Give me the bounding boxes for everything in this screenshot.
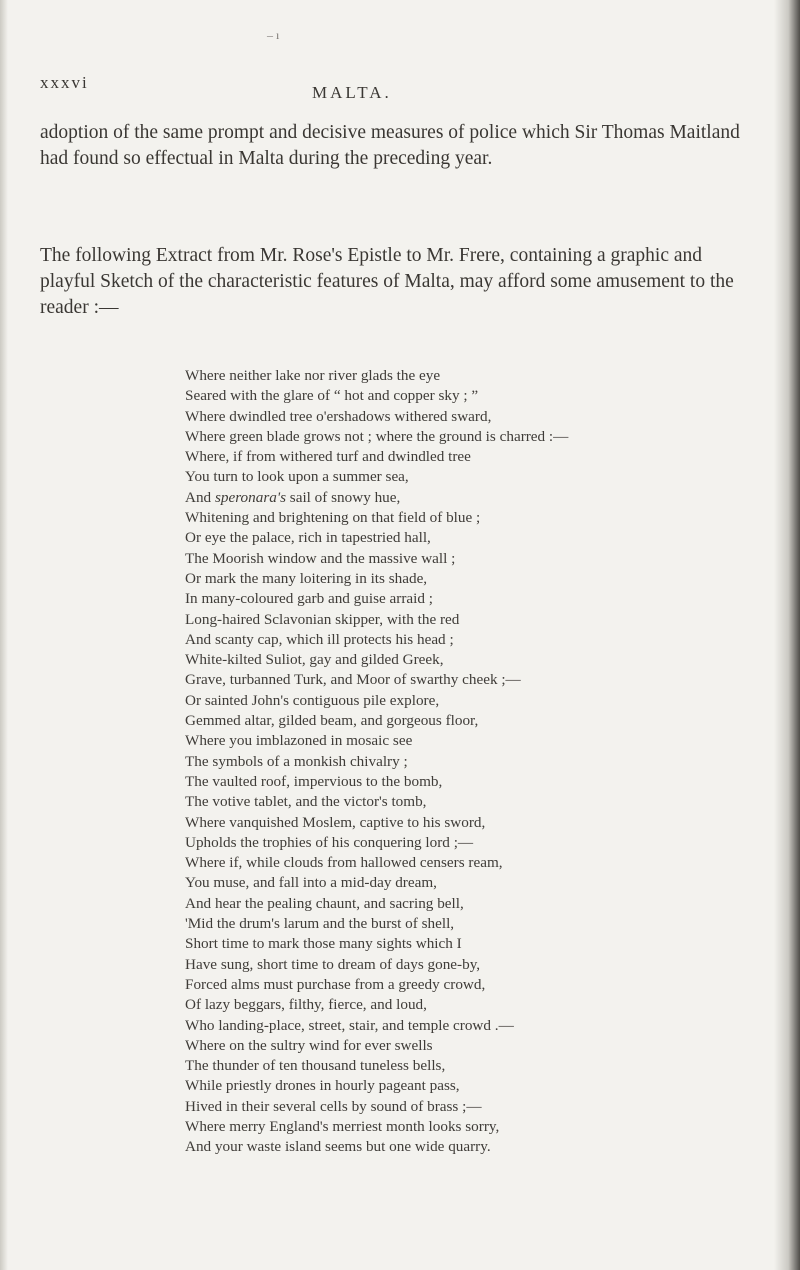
poem-line: Who landing-place, street, stair, and temple crowd .— (185, 1016, 514, 1034)
poem-line: Grave, turbanned Turk, and Moor of swarthy cheek ;— (185, 671, 521, 689)
paragraph-extract-note: The following Extract from Mr. Rose's Epistle to Mr. Frere, containing a graphic and playful Sketch of the characteristic features of Malta, may afford some amusement to the reader :— (40, 245, 734, 318)
poem-line: White-kilted Suliot, gay and gilded Greek, (185, 651, 444, 669)
poem-line: Where merry England's merriest month looks sorry, (185, 1117, 500, 1135)
poem-line: You turn to look upon a summer sea, (185, 468, 409, 486)
poem-line: In many-coloured garb and guise arraid ; (185, 590, 433, 608)
poem-line: Short time to mark those many sights which I (185, 935, 462, 953)
poem-line: Where dwindled tree o'ershadows withered sward, (185, 407, 492, 425)
poem-line: Gemmed altar, gilded beam, and gorgeous floor, (185, 712, 479, 730)
poem-line: You muse, and fall into a mid-day dream, (185, 874, 437, 892)
poem-line: And speronara's sail of snowy hue, (185, 488, 401, 506)
poem-line: The vaulted roof, impervious to the bomb, (185, 772, 443, 790)
poem-line: 'Mid the drum's larum and the burst of shell, (185, 915, 455, 933)
poem-line: While priestly drones in hourly pageant pass, (185, 1077, 460, 1095)
poem-line: Or mark the many loitering in its shade, (185, 569, 428, 587)
page-left-edge (0, 0, 8, 1270)
poem-line: Seared with the glare of “ hot and copper sky ; ” (185, 387, 479, 405)
poem-line: Where on the sultry wind for ever swells (185, 1036, 433, 1054)
poem-line: Of lazy beggars, filthy, fierce, and loud, (185, 996, 427, 1014)
poem-line: And scanty cap, which ill protects his head ; (185, 630, 454, 648)
poem-line: The votive tablet, and the victor's tomb, (185, 793, 427, 811)
poem-line: The thunder of ten thousand tuneless bells, (185, 1057, 446, 1075)
paragraph-intro: adoption of the same prompt and decisive measures of police which Sir Thomas Maitland had found so effectual in Malta during the preceding year. (40, 122, 740, 169)
poem-line: The Moorish window and the massive wall ; (185, 549, 456, 567)
poem-line: Whitening and brightening on that field of blue ; (185, 509, 481, 527)
poem-line: Long-haired Sclavonian skipper, with the red (185, 610, 460, 628)
poem-line: Upholds the trophies of his conquering lord ;— (185, 833, 474, 851)
poem-line: Hived in their several cells by sound of brass ;— (185, 1097, 482, 1115)
poem-line: Where neither lake nor river glads the eye (185, 367, 441, 384)
poem-line: Where, if from withered turf and dwindled tree (185, 448, 471, 466)
poem-line: Where green blade grows not ; where the ground is charred :— (185, 427, 569, 445)
stray-mark: – ı (267, 28, 280, 42)
poem-line: The symbols of a monkish chivalry ; (185, 752, 408, 770)
running-title: MALTA. (312, 83, 392, 102)
poem-line: And hear the pealing chaunt, and sacring bell, (185, 894, 464, 912)
poem-block (185, 366, 785, 1158)
page-number: xxxvi (40, 73, 89, 92)
poem-line: Where vanquished Moslem, captive to his sword, (185, 813, 486, 831)
poem-line: Have sung, short time to dream of days gone-by, (185, 955, 481, 973)
poem-line: Where if, while clouds from hallowed censers ream, (185, 854, 503, 872)
poem-line: Or sainted John's contiguous pile explore, (185, 691, 440, 709)
poem-line: Forced alms must purchase from a greedy crowd, (185, 975, 486, 993)
poem-line: Or eye the palace, rich in tapestried hall, (185, 529, 431, 547)
poem-line: Where you imblazoned in mosaic see (185, 732, 413, 750)
poem-line: And your waste island seems but one wide quarry. (185, 1138, 491, 1156)
italic-word: speronara's (214, 488, 286, 506)
